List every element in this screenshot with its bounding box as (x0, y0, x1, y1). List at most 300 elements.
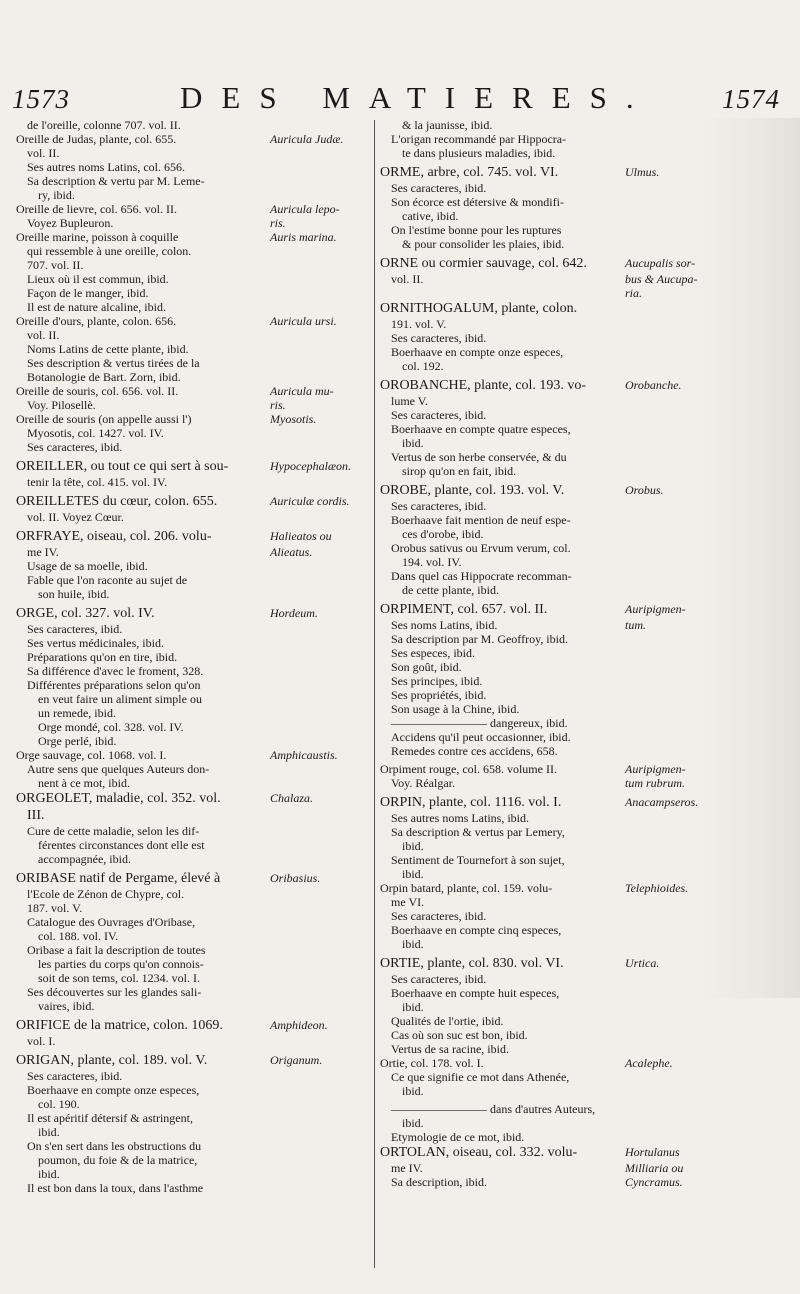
index-line (380, 499, 796, 513)
index-line (16, 1034, 376, 1048)
entry-text: col. 192. (402, 359, 444, 373)
entry-text: ———————— dangereux, ibid. (391, 716, 568, 730)
index-line (16, 545, 376, 559)
index-line (380, 300, 796, 317)
index-line (16, 692, 376, 706)
entry-text: Préparations qu'on en tire, ibid. (27, 650, 178, 664)
index-line (16, 650, 376, 664)
entry-text: Oribase a fait la description de toutes (27, 943, 206, 957)
entry-text: soit de son tems, col. 1234. vol. I. (38, 971, 200, 985)
latin-margin-note: Orobus. (625, 483, 664, 497)
index-line (380, 744, 796, 758)
index-line (16, 300, 376, 314)
entry-text: Oreille de souris, col. 656. vol. II. (16, 384, 179, 398)
index-line (380, 674, 796, 688)
entry-headword-line: ORFRAYE, oiseau, col. 206. volu- (16, 529, 212, 544)
entry-headword-line: ORNE ou cormier sauvage, col. 642. (380, 256, 587, 271)
index-line (16, 1069, 376, 1083)
index-line (380, 853, 796, 867)
index-line (380, 464, 796, 478)
entry-text: Sa description par M. Geoffroy, ibid. (391, 632, 568, 646)
index-line (16, 370, 376, 384)
index-line (16, 985, 376, 999)
entry-headword-line: ORTIE, plante, col. 830. vol. VI. (380, 956, 564, 971)
index-line (16, 412, 376, 426)
index-line (16, 929, 376, 943)
index-line (380, 132, 796, 146)
index-line (16, 824, 376, 838)
latin-margin-note: Orobanche. (625, 378, 682, 392)
index-line (380, 811, 796, 825)
entry-text: Voy. Pilosellè. (27, 398, 96, 412)
index-line (16, 559, 376, 573)
entry-text: me IV. (391, 1161, 423, 1175)
entry-text: Catalogue des Ouvrages d'Oribase, (27, 915, 196, 929)
entry-text: Il est bon dans la toux, dans l'asthme (27, 1181, 204, 1195)
entry-text: Botanologie de Bart. Zorn, ibid. (27, 370, 181, 384)
entry-text: Sa description & vertu par M. Leme- (27, 174, 205, 188)
index-line (16, 1052, 376, 1069)
entry-headword-line: OREILLETES du cœur, colon. 655. (16, 494, 218, 509)
entry-text: Son goût, ibid. (391, 660, 462, 674)
entry-text: Ses découvertes sur les glandes sali- (27, 985, 202, 999)
entry-text: me IV. (27, 545, 59, 559)
index-line (380, 776, 796, 790)
index-line (16, 1111, 376, 1125)
entry-text: sirop qu'on en fait, ibid. (402, 464, 517, 478)
index-line (380, 1042, 796, 1056)
latin-margin-note: Milliaria ou (625, 1161, 684, 1175)
running-title: DES MATIERES. (180, 80, 653, 115)
entry-text: Etymologie de ce mot, ibid. (391, 1130, 525, 1144)
index-line (16, 622, 376, 636)
entry-text: Ses caracteres, ibid. (391, 181, 487, 195)
entry-text: Ses propriétés, ibid. (391, 688, 487, 702)
index-line (16, 573, 376, 587)
entry-text: ibid. (402, 436, 424, 450)
entry-text: vaires, ibid. (38, 999, 95, 1013)
index-line (16, 1153, 376, 1167)
entry-text: Ses caracteres, ibid. (391, 972, 487, 986)
index-line (380, 1144, 796, 1161)
index-line (16, 999, 376, 1013)
entry-text: ces d'orobe, ibid. (402, 527, 484, 541)
entry-headword-line: ORIFICE de la matrice, colon. 1069. (16, 1018, 223, 1033)
index-line (16, 440, 376, 454)
latin-margin-note: Hortulanus (625, 1145, 680, 1159)
entry-text: Ses caracteres, ibid. (27, 1069, 123, 1083)
entry-headword-line: ORGEOLET, maladie, col. 352. vol. (16, 791, 221, 806)
index-line (380, 377, 796, 394)
index-line (380, 1000, 796, 1014)
entry-text: col. 188. vol. IV. (38, 929, 119, 943)
index-line (380, 839, 796, 853)
index-line (16, 1139, 376, 1153)
index-line (380, 716, 796, 730)
entry-text: Son écorce est détersive & mondifi- (391, 195, 564, 209)
index-line (380, 702, 796, 716)
entry-text: me VI. (391, 895, 425, 909)
index-line (16, 398, 376, 412)
index-line (380, 955, 796, 972)
latin-margin-note: ris. (270, 398, 286, 412)
entry-text: ibid. (402, 1116, 424, 1130)
index-line (16, 188, 376, 202)
index-line (16, 244, 376, 258)
index-line (380, 972, 796, 986)
latin-margin-note: Halieatos ou (270, 529, 332, 543)
latin-margin-note: tum rubrum. (625, 776, 686, 790)
entry-text: Ortie, col. 178. vol. I. (380, 1056, 484, 1070)
index-line (16, 132, 376, 146)
latin-margin-note: Cyncramus. (625, 1175, 683, 1189)
index-line (380, 541, 796, 555)
index-line (16, 636, 376, 650)
left-page-number: 1573 (12, 84, 70, 114)
latin-margin-note: Hypocephalæon. (270, 459, 351, 473)
latin-margin-note: Anacampseros. (625, 795, 699, 809)
index-line (380, 688, 796, 702)
entry-headword-line: ORIGAN, plante, col. 189. vol. V. (16, 1053, 208, 1068)
entry-text: Il est de nature alcaline, ibid. (27, 300, 166, 314)
entry-text: Cure de cette maladie, selon les dif- (27, 824, 200, 838)
entry-text: Ses caracteres, ibid. (391, 331, 487, 345)
entry-text: vol. II. (27, 146, 60, 160)
entry-text: Différentes préparations selon qu'on (27, 678, 201, 692)
entry-text: Ses especes, ibid. (391, 646, 475, 660)
index-line (380, 986, 796, 1000)
entry-text: vol. II. (27, 328, 60, 342)
index-line (380, 881, 796, 895)
entry-text: Oreille d'ours, plante, colon. 656. (16, 314, 177, 328)
entry-text: Ses caracteres, ibid. (27, 622, 123, 636)
index-line (16, 272, 376, 286)
index-line (16, 838, 376, 852)
index-line (380, 762, 796, 776)
index-line (380, 660, 796, 674)
entry-text: ry, ibid. (38, 188, 75, 202)
entry-text: Fable que l'on raconte au sujet de (27, 573, 188, 587)
index-line (16, 202, 376, 216)
index-line (380, 1116, 796, 1130)
entry-text: Orobus sativus ou Ervum verum, col. (391, 541, 571, 555)
entry-text: 194. vol. IV. (402, 555, 462, 569)
entry-text: son huile, ibid. (38, 587, 110, 601)
entry-text: Cas où son suc est bon, ibid. (391, 1028, 528, 1042)
index-line (16, 230, 376, 244)
entry-text: accompagnée, ibid. (38, 852, 131, 866)
index-line (16, 384, 376, 398)
entry-text: Boerhaave en compte huit especes, (391, 986, 560, 1000)
entry-text: Qualités de l'ortie, ibid. (391, 1014, 504, 1028)
entry-text: Orge mondé, col. 328. vol. IV. (38, 720, 184, 734)
index-line (16, 971, 376, 985)
index-line (16, 605, 376, 622)
index-line (16, 1097, 376, 1111)
index-line (16, 1167, 376, 1181)
entry-text: ———————— dans d'autres Auteurs, (391, 1102, 596, 1116)
entry-text: Orge perlé, ibid. (38, 734, 117, 748)
index-line (380, 164, 796, 181)
index-line (380, 1161, 796, 1175)
entry-headword-line: ORGE, col. 327. vol. IV. (16, 606, 155, 621)
index-line (16, 1181, 376, 1195)
entry-text: Ses caracteres, ibid. (391, 499, 487, 513)
entry-text: en veut faire un aliment simple ou (38, 692, 202, 706)
index-line (16, 852, 376, 866)
entry-headword-line: ORPIN, plante, col. 1116. vol. I. (380, 795, 562, 810)
index-line (16, 678, 376, 692)
index-line (16, 160, 376, 174)
index-line (16, 216, 376, 230)
index-line (380, 825, 796, 839)
index-line (380, 317, 796, 331)
entry-headword-line: ORPIMENT, col. 657. vol. II. (380, 602, 548, 617)
index-line (380, 1056, 796, 1070)
index-line (380, 272, 796, 286)
entry-text: Lieux où il est commun, ibid. (27, 272, 169, 286)
entry-text: Boerhaave fait mention de neuf espe- (391, 513, 571, 527)
index-line (380, 1130, 796, 1144)
index-line (16, 1083, 376, 1097)
index-line (16, 258, 376, 272)
entry-text: Usage de sa moelle, ibid. (27, 559, 148, 573)
entry-text: Il est apéritif détersif & astringent, (27, 1111, 193, 1125)
entry-text: Sa description, ibid. (391, 1175, 487, 1189)
latin-margin-note: Auricula lepo- (270, 202, 340, 216)
latin-margin-note: tum. (625, 618, 646, 632)
entry-text: & pour consolider les plaies, ibid. (402, 237, 565, 251)
index-line (380, 895, 796, 909)
latin-margin-note: Auripigmen- (625, 762, 686, 776)
entry-text: Sa différence d'avec le froment, 328. (27, 664, 204, 678)
index-line (16, 528, 376, 545)
latin-margin-note: ris. (270, 216, 286, 230)
entry-text: Ses vertus médicinales, ibid. (27, 636, 164, 650)
index-line (380, 1028, 796, 1042)
index-line (16, 342, 376, 356)
entry-text: Boerhaave en compte quatre especes, (391, 422, 571, 436)
latin-margin-note: Acalephe. (625, 1056, 673, 1070)
index-line (16, 901, 376, 915)
index-line (380, 195, 796, 209)
entry-headword-line: OROBE, plante, col. 193. vol. V. (380, 483, 565, 498)
index-line (380, 286, 796, 300)
entry-text: Oreille de souris (on appelle aussi l') (16, 412, 192, 426)
index-line (16, 915, 376, 929)
index-line (380, 255, 796, 272)
index-line (380, 909, 796, 923)
entry-text: férentes circonstances dont elle est (38, 838, 205, 852)
index-line (380, 601, 796, 618)
entry-text: de l'oreille, colonne 707. vol. II. (27, 118, 181, 132)
index-line (16, 776, 376, 790)
entry-text: nent à ce mot, ibid. (38, 776, 130, 790)
entry-text: Sa description & vertus par Lemery, (391, 825, 565, 839)
entry-text: Ses caracteres, ibid. (27, 440, 123, 454)
entry-text: qui ressemble à une oreille, colon. (27, 244, 192, 258)
index-line (380, 794, 796, 811)
index-line (380, 527, 796, 541)
index-line (16, 328, 376, 342)
entry-text: ibid. (402, 839, 424, 853)
index-line (380, 331, 796, 345)
index-line (16, 174, 376, 188)
latin-margin-note: Hordeum. (270, 606, 318, 620)
entry-text: lume V. (391, 394, 428, 408)
index-line (16, 664, 376, 678)
index-column-right (380, 118, 796, 1189)
entry-text: Remedes contre ces accidens, 658. (391, 744, 558, 758)
latin-margin-note: ria. (625, 286, 643, 300)
index-line (380, 1084, 796, 1098)
index-line (16, 510, 376, 524)
entry-text: Orpiment rouge, col. 658. volume II. (380, 762, 557, 776)
entry-text: poumon, du foie & de la matrice, (38, 1153, 198, 1167)
index-line (16, 1017, 376, 1034)
entry-text: ibid. (38, 1125, 60, 1139)
entry-text: Façon de le manger, ibid. (27, 286, 149, 300)
index-line (16, 790, 376, 807)
index-line (380, 450, 796, 464)
entry-text: vol. I. (27, 1034, 56, 1048)
latin-margin-note: Auricula mu- (270, 384, 334, 398)
entry-text: Ses caracteres, ibid. (391, 408, 487, 422)
entry-text: cative, ibid. (402, 209, 459, 223)
index-line (380, 867, 796, 881)
entry-text: Vertus de sa racine, ibid. (391, 1042, 509, 1056)
entry-text: Oreille de lievre, col. 656. vol. II. (16, 202, 177, 216)
right-page-number: 1574 (722, 84, 780, 114)
entry-text: de cette plante, ibid. (402, 583, 499, 597)
entry-text: On l'estime bonne pour les ruptures (391, 223, 562, 237)
entry-text: Oreille de Judas, plante, col. 655. (16, 132, 177, 146)
index-line (380, 1102, 796, 1116)
latin-margin-note: Aucupalis sor- (625, 256, 696, 270)
index-line (16, 807, 376, 824)
index-line (380, 359, 796, 373)
entry-text: tenir la tête, col. 415. vol. IV. (27, 475, 168, 489)
page-header (0, 78, 800, 118)
entry-headword-line: III. (27, 808, 45, 823)
index-line (16, 458, 376, 475)
latin-margin-note: Myosotis. (270, 412, 317, 426)
index-line (16, 314, 376, 328)
entry-text: ibid. (402, 1084, 424, 1098)
latin-margin-note: Chalaza. (270, 791, 314, 805)
latin-margin-note: Auricula Judæ. (270, 132, 344, 146)
entry-text: l'Ecole de Zénon de Chypre, col. (27, 887, 185, 901)
index-line (380, 408, 796, 422)
index-line (16, 146, 376, 160)
entry-text: 707. vol. II. (27, 258, 84, 272)
index-line (380, 1175, 796, 1189)
entry-text: un remede, ibid. (38, 706, 116, 720)
index-line (16, 762, 376, 776)
entry-headword-line: ORIBASE natif de Pergame, élevé à (16, 871, 221, 886)
entry-text: Ses autres noms Latins, ibid. (391, 811, 529, 825)
index-line (380, 223, 796, 237)
index-line (380, 482, 796, 499)
entry-headword-line: ORTOLAN, oiseau, col. 332. volu- (380, 1145, 578, 1160)
entry-text: 187. vol. V. (27, 901, 83, 915)
latin-margin-note: Telephioides. (625, 881, 689, 895)
index-line (16, 475, 376, 489)
entry-text: te dans plusieurs maladies, ibid. (402, 146, 556, 160)
entry-text: vol. II. (391, 272, 424, 286)
entry-text: Boerhaave en compte cinq especes, (391, 923, 562, 937)
index-line (16, 870, 376, 887)
index-line (16, 356, 376, 370)
index-line (380, 569, 796, 583)
entry-text: ibid. (402, 867, 424, 881)
index-line (16, 118, 376, 132)
latin-margin-note: Urtica. (625, 956, 660, 970)
entry-text: les parties du corps qu'on connois- (38, 957, 204, 971)
entry-text: Voyez Bupleuron. (27, 216, 114, 230)
latin-margin-note: Amphicaustis. (270, 748, 338, 762)
entry-text: ibid. (38, 1167, 60, 1181)
index-line (16, 286, 376, 300)
entry-text: Myosotis, col. 1427. vol. IV. (27, 426, 164, 440)
entry-headword-line: OROBANCHE, plante, col. 193. vo- (380, 378, 587, 393)
entry-text: Voy. Réalgar. (391, 776, 455, 790)
index-line (16, 1125, 376, 1139)
latin-margin-note: Auriculæ cordis. (270, 494, 350, 508)
index-line (380, 618, 796, 632)
index-line (380, 632, 796, 646)
index-line (16, 734, 376, 748)
entry-text: col. 190. (38, 1097, 80, 1111)
latin-margin-note: Amphideon. (270, 1018, 328, 1032)
index-line (380, 118, 796, 132)
index-line (380, 513, 796, 527)
index-line (380, 394, 796, 408)
entry-text: Dans quel cas Hippocrate recomman- (391, 569, 572, 583)
index-line (16, 706, 376, 720)
index-line (16, 493, 376, 510)
latin-margin-note: Auripigmen- (625, 602, 686, 616)
index-line (16, 720, 376, 734)
index-line (380, 583, 796, 597)
index-line (380, 237, 796, 251)
index-line (380, 181, 796, 195)
index-line (380, 923, 796, 937)
index-line (380, 146, 796, 160)
index-line (16, 426, 376, 440)
latin-margin-note: Oribasius. (270, 871, 321, 885)
index-line (380, 436, 796, 450)
index-line (380, 345, 796, 359)
entry-text: vol. II. Voyez Cœur. (27, 510, 124, 524)
entry-text: Accidens qu'il peut occasionner, ibid. (391, 730, 571, 744)
index-column-left (16, 118, 376, 1195)
entry-headword-line: ORME, arbre, col. 745. vol. VI. (380, 165, 559, 180)
latin-margin-note: Auricula ursi. (270, 314, 337, 328)
entry-text: Boerhaave en compte onze especes, (27, 1083, 200, 1097)
index-line (16, 587, 376, 601)
entry-text: ibid. (402, 1000, 424, 1014)
entry-text: Autre sens que quelques Auteurs don- (27, 762, 210, 776)
index-line (380, 422, 796, 436)
entry-text: Boerhaave en compte onze especes, (391, 345, 564, 359)
index-line (380, 1014, 796, 1028)
index-line (380, 646, 796, 660)
entry-text: ibid. (402, 937, 424, 951)
entry-text: L'origan recommandé par Hippocra- (391, 132, 567, 146)
latin-margin-note: bus & Aucupa- (625, 272, 698, 286)
index-line (16, 748, 376, 762)
